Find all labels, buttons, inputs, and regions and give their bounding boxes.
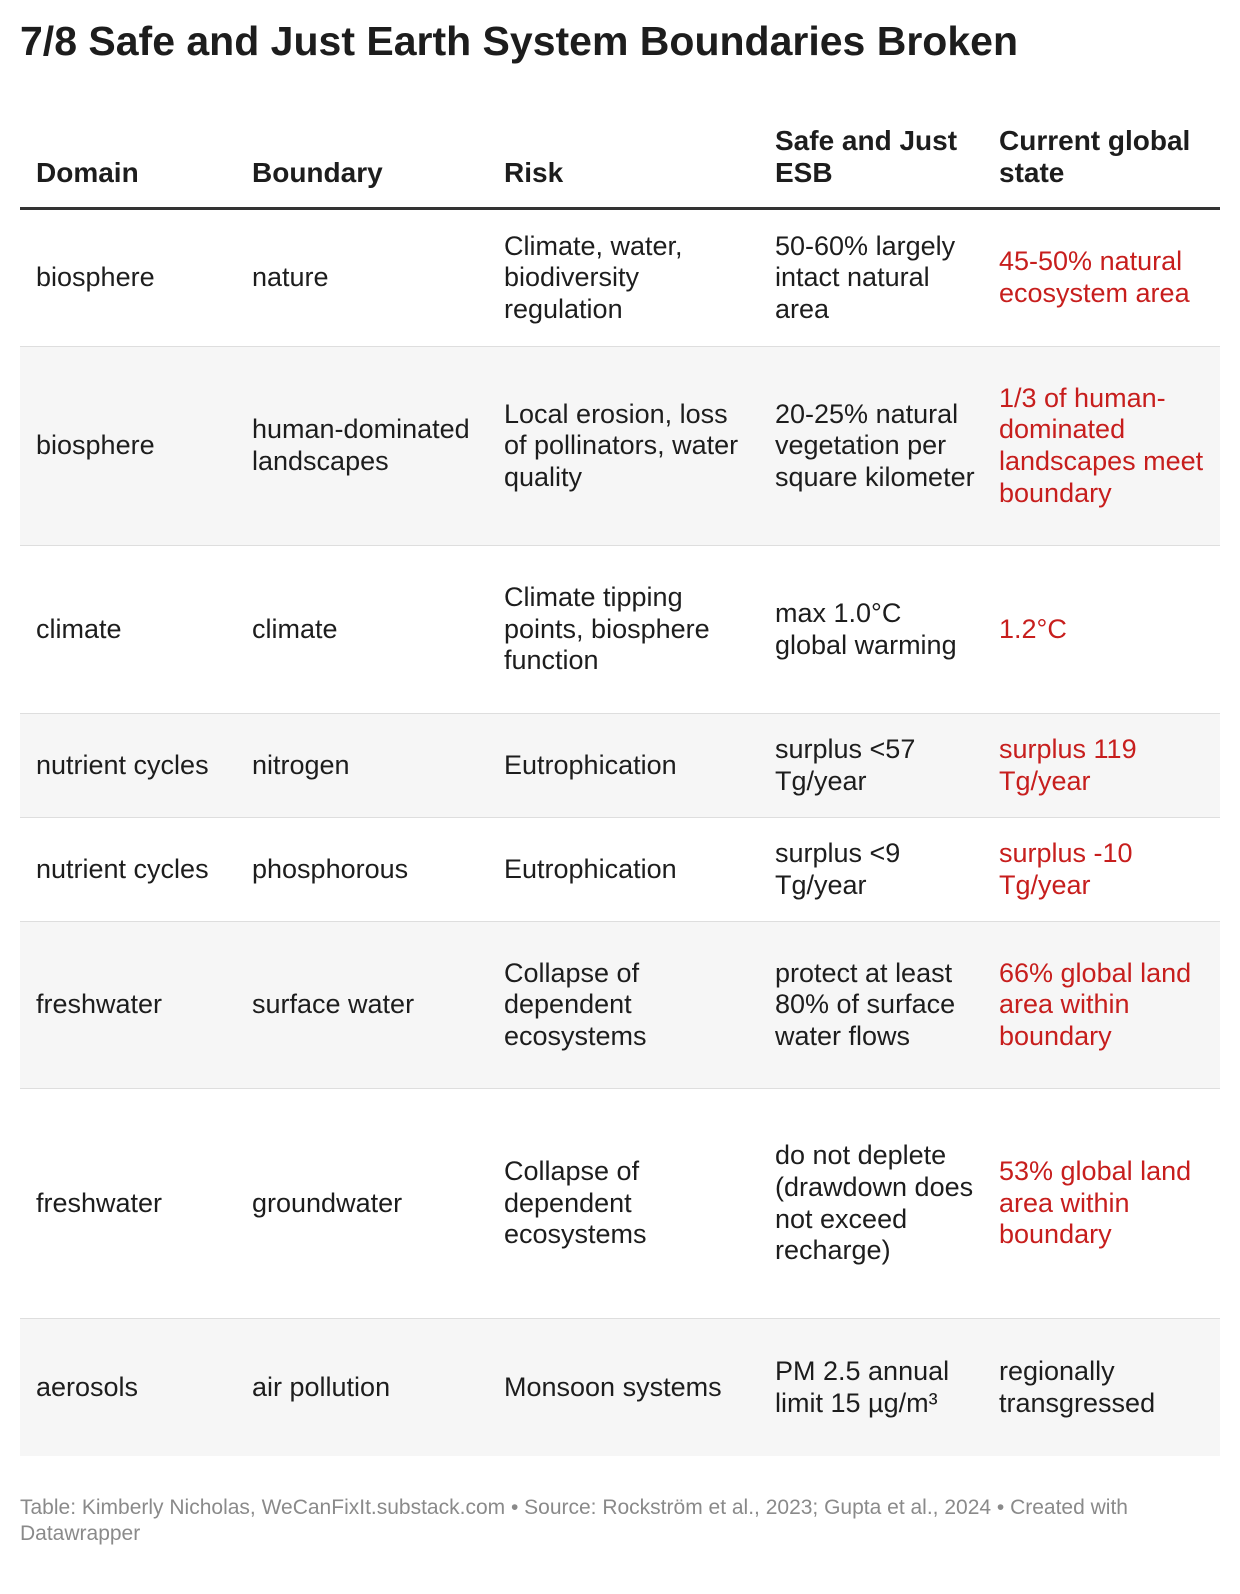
cell-domain: freshwater: [36, 989, 163, 1020]
cell-risk: Monsoon systems: [504, 1371, 722, 1402]
column-header-domain: Domain: [36, 157, 139, 188]
column-header-risk: Risk: [504, 157, 564, 188]
cell-current-state: surplus -10 Tg/year: [999, 837, 1133, 900]
cell-safe-just-esb: PM 2.5 annual limit 15 µg/m³: [775, 1355, 950, 1418]
cell-boundary: human-dominated landscapes: [252, 414, 470, 476]
cell-domain: aerosols: [36, 1371, 139, 1402]
table-row: [20, 210, 1220, 347]
cell-risk: Eutrophication: [504, 853, 677, 884]
column-header-current-global-state: Current global state: [999, 125, 1191, 188]
cell-safe-just-esb: 50-60% largely intact natural area: [775, 230, 956, 324]
column-header-boundary: Boundary: [252, 157, 383, 188]
table-row: [20, 546, 1220, 714]
cell-boundary: surface water: [252, 989, 415, 1020]
cell-boundary: nitrogen: [252, 749, 350, 780]
table-header-row: [20, 118, 1220, 210]
cell-risk: Climate tipping points, biosphere function: [504, 582, 710, 676]
boundaries-table: [20, 118, 1220, 1456]
cell-safe-just-esb: surplus <9 Tg/year: [775, 837, 901, 900]
cell-current-state: 45-50% natural ecosystem area: [999, 246, 1190, 308]
table-row: [20, 347, 1220, 546]
cell-domain: biosphere: [36, 262, 155, 293]
cell-risk: Collapse of dependent ecosystems: [504, 957, 647, 1051]
cell-safe-just-esb: max 1.0°C global warming: [775, 597, 957, 660]
cell-safe-just-esb: 20-25% natural vegetation per square kilometer: [775, 398, 975, 492]
source-footer: Table: Kimberly Nicholas, WeCanFixIt.substack.com • Source: Rockström et al., 2023; Gupta et al., 2024 • Created with Datawrapper: [20, 1496, 1128, 1545]
table-row: [20, 714, 1220, 818]
cell-safe-just-esb: surplus <57 Tg/year: [775, 733, 916, 796]
cell-risk: Eutrophication: [504, 749, 677, 780]
cell-risk: Collapse of dependent ecosystems: [504, 1156, 647, 1250]
table-row: [20, 1319, 1220, 1456]
cell-boundary: phosphorous: [252, 853, 409, 884]
cell-risk: Local erosion, loss of pollinators, water quality: [504, 398, 739, 492]
cell-domain: nutrient cycles: [36, 853, 209, 884]
cell-boundary: air pollution: [252, 1371, 391, 1402]
cell-domain: climate: [36, 613, 122, 644]
column-header-safe-just-esb: Safe and Just ESB: [775, 125, 958, 188]
table-row: [20, 1089, 1220, 1319]
table-row: [20, 922, 1220, 1089]
table-title: 7/8 Safe and Just Earth System Boundaries Broken: [20, 18, 1018, 64]
cell-current-state: 1/3 of human-dominated landscapes meet boundary: [999, 382, 1204, 508]
cell-current-state: 1.2°C: [999, 613, 1067, 644]
cell-boundary: nature: [252, 262, 329, 293]
cell-safe-just-esb: protect at least 80% of surface water flows: [775, 957, 956, 1051]
cell-boundary: groundwater: [252, 1187, 403, 1218]
cell-current-state: 53% global land area within boundary: [999, 1156, 1192, 1250]
cell-domain: nutrient cycles: [36, 749, 209, 780]
cell-boundary: climate: [252, 613, 338, 644]
cell-risk: Climate, water, biodiversity regulation: [504, 230, 683, 324]
cell-current-state: surplus 119 Tg/year: [999, 733, 1137, 796]
cell-domain: biosphere: [36, 430, 155, 461]
cell-current-state: regionally transgressed: [999, 1355, 1156, 1418]
table-row: [20, 818, 1220, 922]
cell-domain: freshwater: [36, 1187, 163, 1218]
cell-current-state: 66% global land area within boundary: [999, 957, 1192, 1051]
cell-safe-just-esb: do not deplete (drawdown does not exceed recharge): [775, 1140, 974, 1266]
